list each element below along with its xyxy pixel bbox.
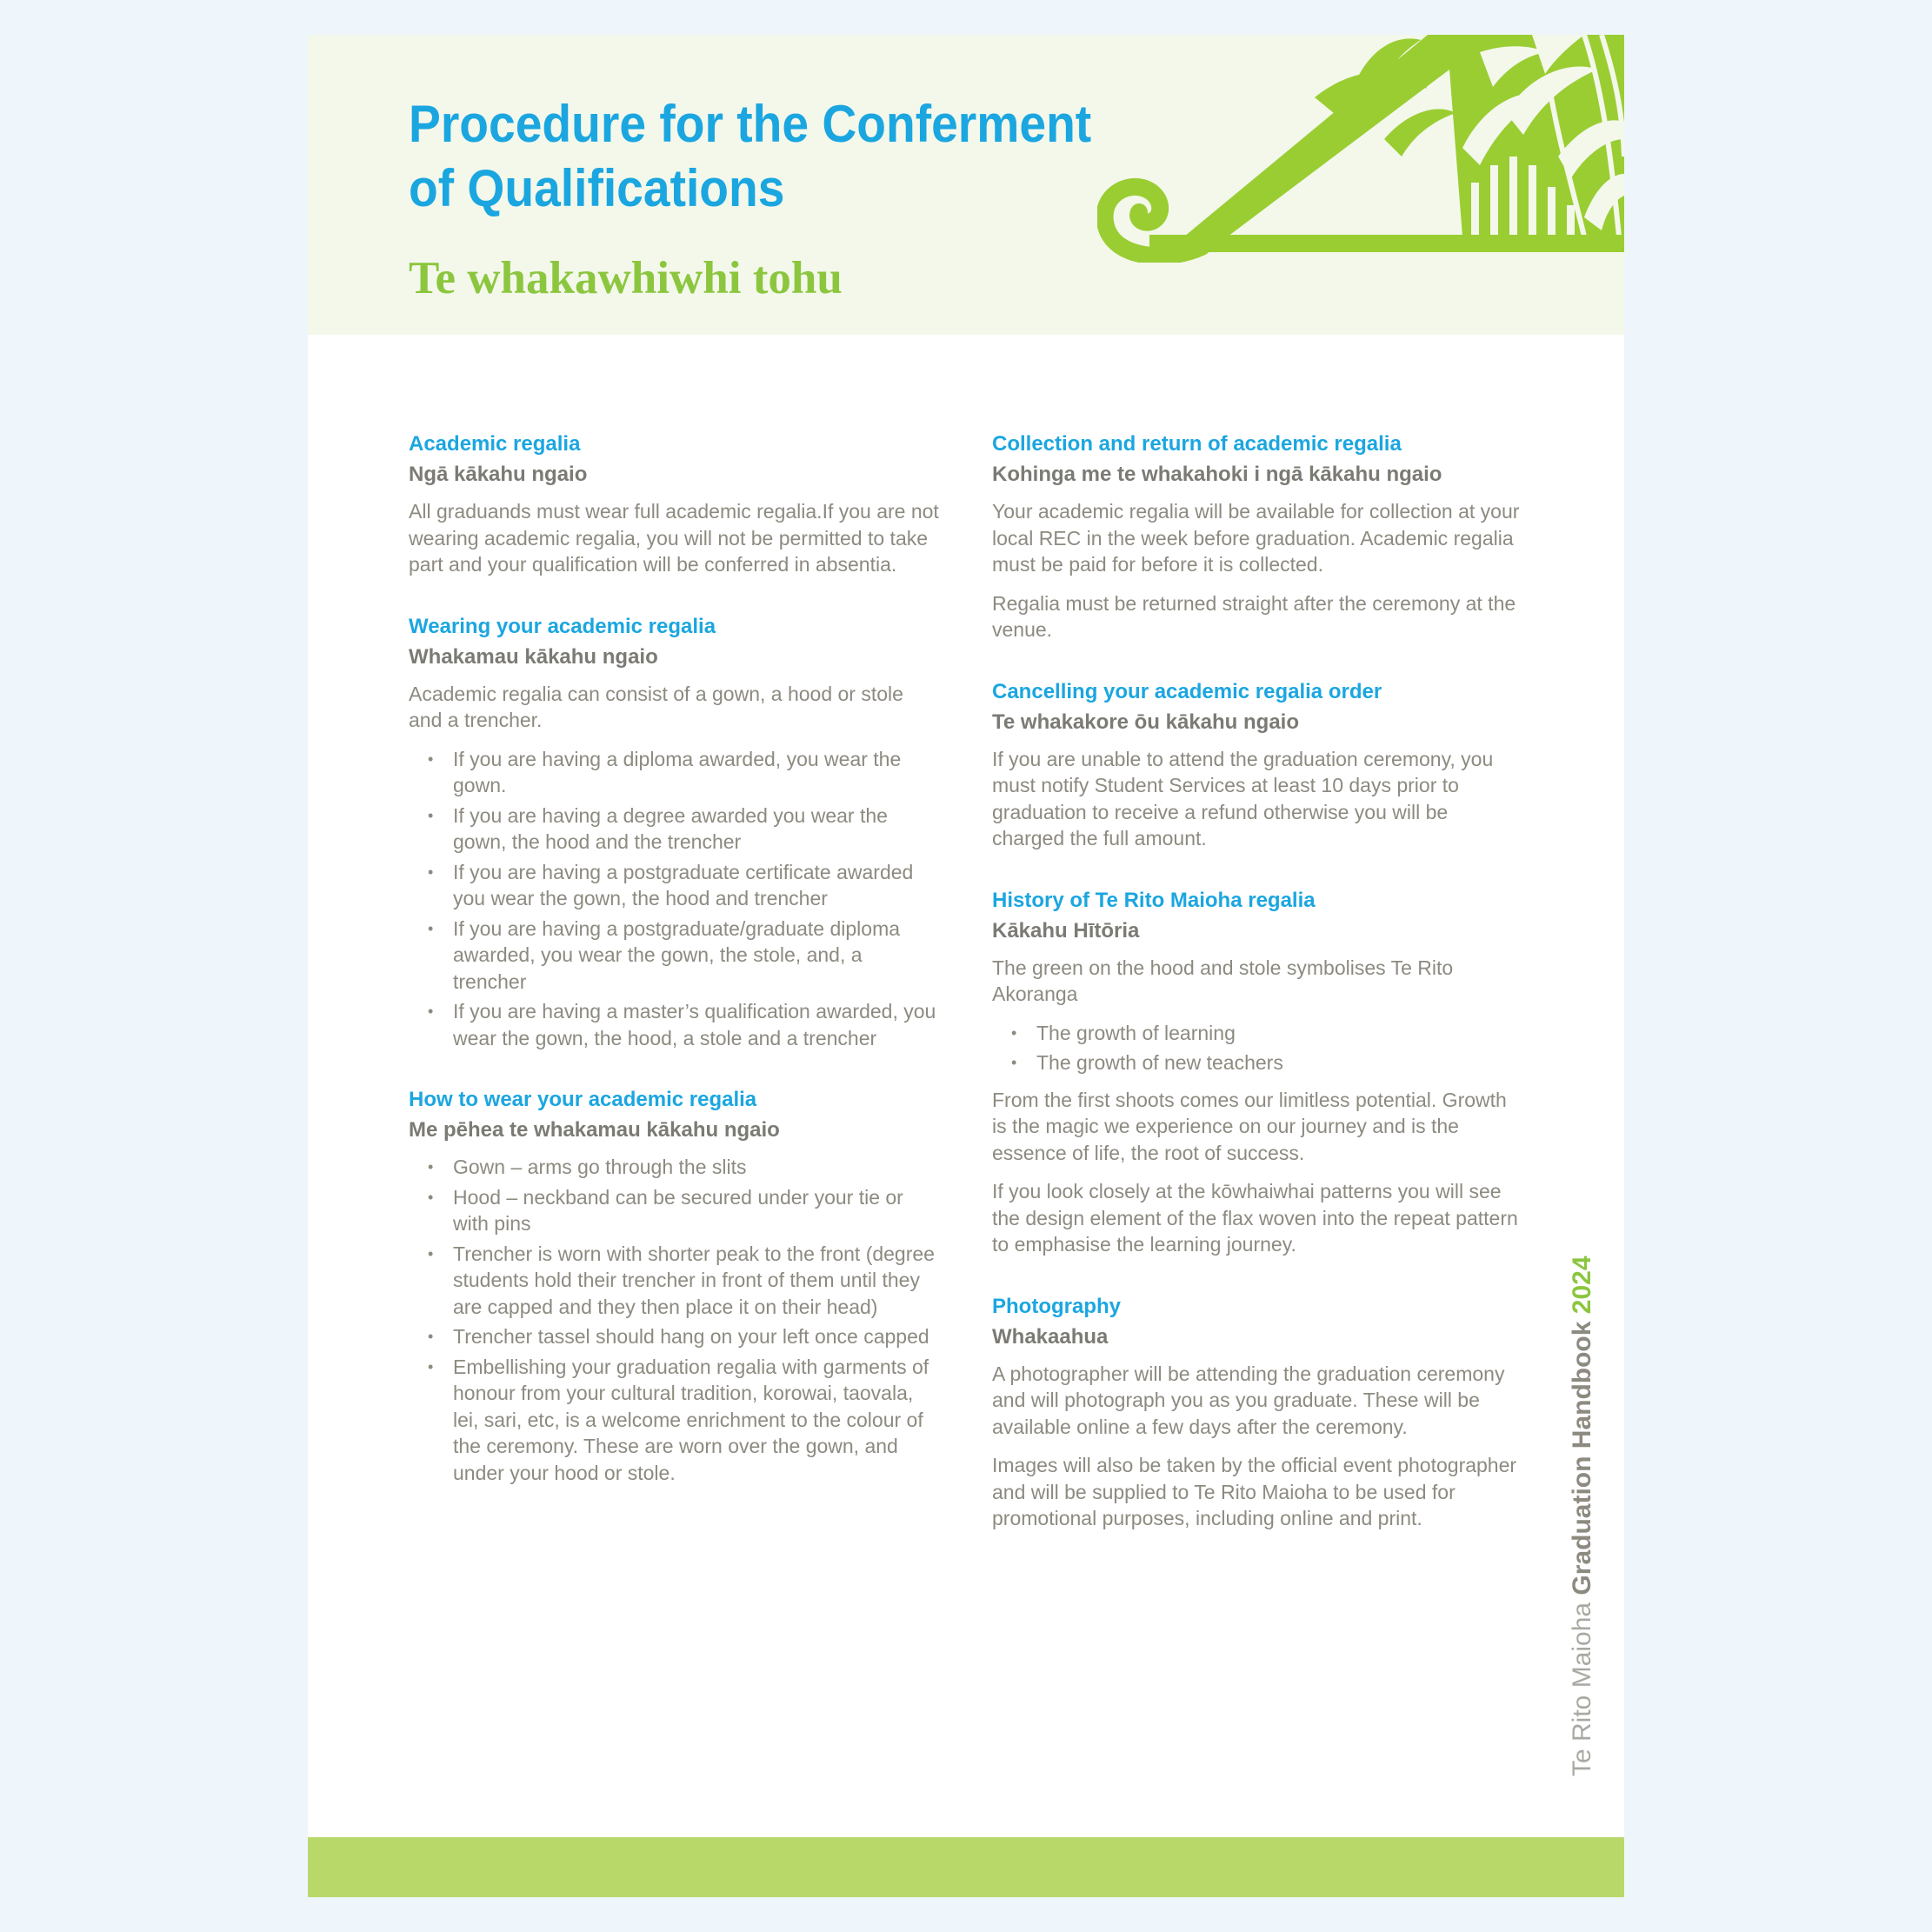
section-heading: History of Te Rito Maioha regalia xyxy=(992,888,1316,912)
list-item: • Trencher is worn with shorter peak to the front (degree students hold their trencher in front of them until they are capped and they then place it on their head) xyxy=(409,1241,939,1321)
list-item: • Hood – neckband can be secured under your tie or with pins xyxy=(409,1184,939,1237)
list-item: • The growth of new teachers xyxy=(992,1049,1522,1076)
page-title xyxy=(409,92,1129,221)
list-item: • If you are having a postgraduate certificate awarded you wear the gown, the hood and trencher xyxy=(409,859,939,912)
section-heading-maori: Kākahu Hītōria xyxy=(992,918,1140,943)
right-column xyxy=(992,430,1522,1567)
paragraph: All graduands must wear full academic regalia.If you are not wearing academic regalia, you will not be permitted to take part and your qualification will be conferred in absentia. xyxy=(409,500,939,576)
page-title-line-1: Procedure for the Conferment xyxy=(409,95,1092,153)
paragraph: The green on the hood and stole symbolises Te Rito Akoranga xyxy=(992,956,1454,1005)
list-item: • If you are having a master’s qualification awarded, you wear the gown, the hood, a stole and a trencher xyxy=(409,998,939,1051)
document-name: Graduation Handbook xyxy=(1568,1314,1596,1596)
paragraph: If you look closely at the kōwhaiwhai patterns you will see the design element of the flax woven into the repeat pattern to emphasise the learning journey. xyxy=(992,1180,1518,1256)
section-heading: Cancelling your academic regalia order xyxy=(992,679,1382,703)
section-heading-maori: Whakaahua xyxy=(992,1324,1109,1349)
footer-bar xyxy=(308,1837,1624,1897)
section-history-regalia xyxy=(992,887,1522,1258)
paragraph: Your academic regalia will be available for collection at your local REC in the week before graduation. Academic regalia must be paid for before it is collected. xyxy=(992,500,1520,576)
section-photography xyxy=(992,1293,1522,1532)
page-subtitle: Te whakawhiwhi tohu xyxy=(409,253,843,303)
list-item: • Embellishing your graduation regalia with garments of honour from your cultural tradition, korowai, taovala, lei, sari, etc, is a welcome enrichment to the colour of the ceremony. These are worn over the gown, and under your hood or stole. xyxy=(409,1354,939,1487)
section-collection-return xyxy=(992,430,1522,643)
vertical-footer-label xyxy=(1568,1256,1597,1776)
paragraph: From the first shoots comes our limitless potential. Growth is the magic we experience on our journey and is the essence of life, the root of success. xyxy=(992,1088,1507,1164)
list-item: • If you are having a diploma awarded, you wear the gown. xyxy=(409,746,939,799)
document-year: 2024 xyxy=(1568,1256,1596,1315)
section-heading: Academic regalia xyxy=(409,432,581,456)
bullet-list xyxy=(992,1020,1522,1076)
list-item: • Trencher tassel should hang on your left once capped xyxy=(409,1323,939,1350)
list-item: • If you are having a degree awarded you wear the gown, the hood and the trencher xyxy=(409,803,939,856)
section-heading: Wearing your academic regalia xyxy=(409,614,716,638)
paragraph: If you are unable to attend the graduation ceremony, you must notify Student Services at least 10 days prior to graduation to receive a refund otherwise you will be charged the full amount. xyxy=(992,747,1494,849)
section-heading-maori: Kohinga me te whakahoki i ngā kākahu ngaio xyxy=(992,463,1442,486)
left-column xyxy=(409,430,939,1521)
paragraph: Images will also be taken by the official event photographer and will be supplied to Te Rito Maioha to be used for promotional purposes, including online and print. xyxy=(992,1454,1517,1529)
koru-flax-pattern-icon xyxy=(1097,35,1624,263)
bullet-list xyxy=(409,746,939,1052)
section-heading: Photography xyxy=(992,1294,1121,1318)
section-heading-maori: Me pēhea te whakamau kākahu ngaio xyxy=(409,1118,780,1142)
paragraph: A photographer will be attending the graduation ceremony and will photograph you as you graduate. These will be available online a few days after the ceremony. xyxy=(992,1362,1505,1438)
section-heading-maori: Whakamau kākahu ngaio xyxy=(409,644,658,669)
section-wearing-regalia xyxy=(409,613,939,1052)
list-item: • The growth of learning xyxy=(992,1020,1522,1047)
section-heading: Collection and return of academic regalia xyxy=(992,432,1402,456)
bullet-list xyxy=(409,1154,939,1486)
document-page xyxy=(308,35,1624,1897)
section-academic-regalia xyxy=(409,430,939,578)
list-item: • If you are having a postgraduate/graduate diploma awarded, you wear the gown, the stole, and, a trencher xyxy=(409,916,939,996)
page-header xyxy=(308,35,1624,335)
paragraph: Regalia must be returned straight after the ceremony at the venue. xyxy=(992,591,1516,641)
section-cancelling-order xyxy=(992,678,1522,852)
section-heading-maori: Ngā kākahu ngaio xyxy=(409,463,588,486)
section-how-to-wear xyxy=(409,1086,939,1486)
list-item: • Gown – arms go through the slits xyxy=(409,1154,939,1181)
page-title-line-2: of Qualifications xyxy=(409,159,785,217)
org-name: Te Rito Maioha xyxy=(1568,1595,1596,1776)
section-heading-maori: Te whakakore ōu kākahu ngaio xyxy=(992,710,1299,734)
paragraph: Academic regalia can consist of a gown, a hood or stole and a trencher. xyxy=(409,682,903,731)
section-heading: How to wear your academic regalia xyxy=(409,1088,757,1111)
